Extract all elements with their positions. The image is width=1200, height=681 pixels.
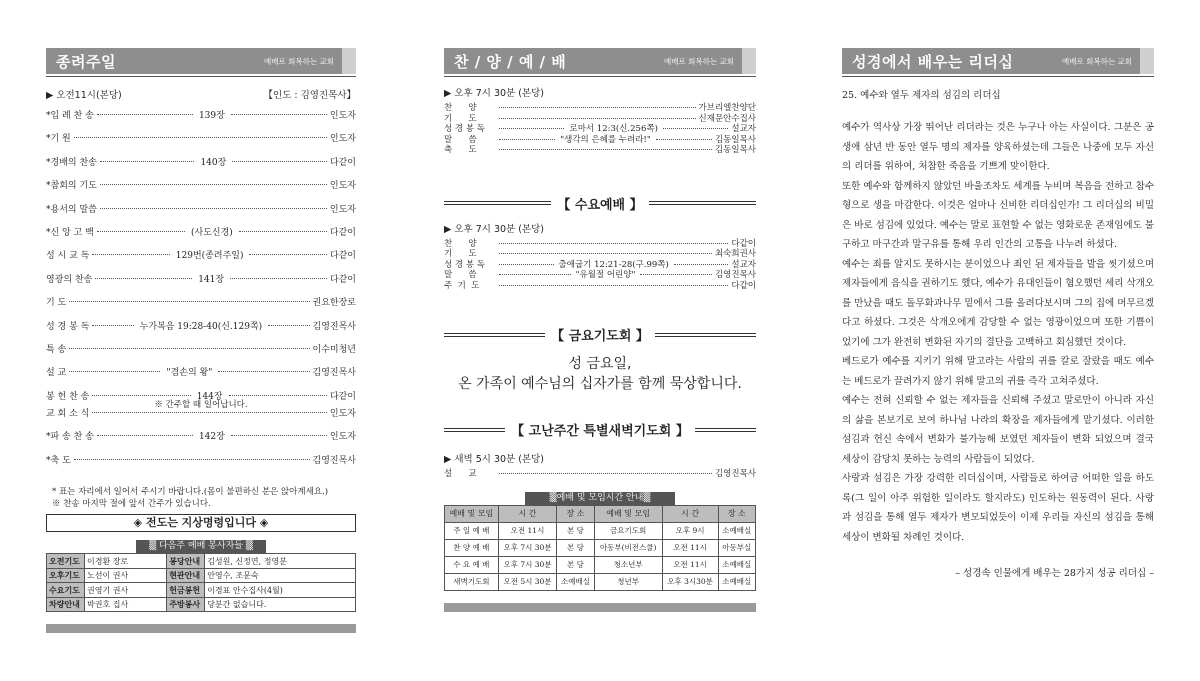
order-label: 기 도 [444,113,477,124]
order-label: 기 도 [444,249,477,259]
times-cell: 수 요 예 배 [445,556,499,573]
order-row [46,450,356,473]
order-person: 설교자 [731,124,757,134]
order-row [444,249,756,260]
servant-row [47,597,356,612]
order-person: 다같이 [731,238,756,249]
times-header-row [445,505,756,522]
order-person: 김동일목사 [714,145,756,155]
friday-message [444,354,756,394]
order-person: 설교자 [731,259,757,270]
leader-dots [674,264,729,265]
times-header-cell: 장 소 [718,505,756,522]
times-cell: 청년부 [594,573,662,590]
section-header [842,48,1154,74]
order-person: 다같이 [329,391,357,402]
article-body [842,118,1154,547]
order-row [46,105,356,128]
order-label: *파 송 찬 송 [46,432,94,443]
times-header-cell: 예배 및 모임 [594,505,662,522]
order-row [444,124,756,135]
order-row [46,245,356,268]
order-person: 인도자 [329,134,356,145]
order-row [444,469,756,480]
leader-dots [663,128,728,129]
friday-title-row [444,325,756,344]
order-label: *용서의 말씀 [46,204,97,215]
servant-name: 안영수, 조문숙 [205,568,356,583]
order-person: 김영진목사 [714,469,756,479]
times-cell: 찬 양 예 배 [445,539,499,556]
order-label: 찬 양 [444,103,477,113]
servant-name: 박권호 집사 [85,597,167,612]
paragraph: 예수가 역사상 가장 뛰어난 리더라는 것은 누구나 아는 사실이다. 그분은 공생애 삼년 반 동안 열두 명의 제자를 양육하셨는데 그들은 나중에 모두 자신의 리더를 위하여, 처참한 죽음을 기쁘게 맞이한다. [842,122,1154,172]
times-cell: 본 당 [557,539,594,556]
leader-dots [499,118,696,119]
leader-dots [97,114,193,115]
leader-dots [92,395,190,396]
leader-dots [69,301,309,302]
order-person: 최숙희권사 [714,249,756,259]
order-person: 다같이 [329,274,356,285]
leader-dots [97,231,185,232]
order-row [46,316,356,339]
leader-dots [239,231,327,232]
order-detail: "유월절 어린양" [575,270,636,280]
leader-dots [640,274,712,275]
order-person: 이수미청년 [312,344,356,355]
times-cell: 금요기도회 [594,522,662,539]
header-tab [742,48,756,74]
leader-dots [268,325,309,326]
times-cell: 오전 5시 30분 [498,573,557,590]
worship-order-list: *입 례 찬 송 139장 인도자 *기 원 인도자 *경배의 찬송 140장 다같이 *참회의 기도 인도자 *용서의 말씀 인도자 *신 앙 고 백 (사도신경) 다같이 성 시 교 독 129번(종려주일) 다같이 영광의 찬송 141장 다같이 기 도 권요한장로 성 경 봉 독 누가복음 19:28-40(신.129쪽) 김영진목사 특 송 이수미청년 설 교 "겸손의 왕" 김영진목사 봉 헌 찬 송 144장 다같이 ※ 간주할 때 일어납니다. 교 회 소 식 인도자 *파 송 찬 송 142장 인도자 *축 도 김영진목사 [46,105,356,473]
order-detail: 출애굽기 12:21-28(구.99쪽) [558,259,669,270]
order-label: *기 원 [46,134,71,145]
times-cell: 소예배실 [557,573,594,590]
praise-time: ▶ 오후 7시 30분 (본당) [444,88,544,99]
order-row [444,103,756,114]
order-person: 다같이 [329,251,356,262]
order-detail: 142장 [198,432,225,443]
servant-name: 노선이 권사 [85,568,167,583]
order-label: 성 경 봉 독 [444,124,485,134]
footer-bar [444,603,756,612]
order-label: 말 씀 [444,270,477,280]
wednesday-order-list [444,239,756,292]
header-divider [46,76,356,77]
times-header-cell: 장 소 [557,505,594,522]
leader-dots [499,473,712,474]
order-label: 말 씀 [444,134,477,145]
friday-line: 온 가족이 예수님의 십자가를 함께 묵상합니다. [458,376,742,392]
order-label: 성 경 봉 독 [46,321,90,332]
times-cell: 아동부실 [718,539,756,556]
order-person: 권요한장로 [312,298,356,309]
order-row [46,175,356,198]
column-leadership [842,48,1154,579]
order-person: 인도자 [329,432,357,443]
order-detail: "겸손의 왕" [166,368,213,379]
order-row [444,270,756,281]
leader-dots [92,412,327,413]
order-row [46,292,356,315]
servant-name: 이경환 장로 [85,554,167,569]
times-cell: 오전 11시 [662,539,718,556]
order-label: 축 도 [444,145,477,155]
times-title: ▒예배 및 모임시간 안내▒ [525,492,675,505]
leader-dots [69,371,160,372]
times-cell: 주 일 예 배 [445,522,499,539]
servant-name: 김성원, 신정연, 정영분 [205,554,356,569]
times-header-cell: 시 간 [662,505,718,522]
servant-role: 헌금봉헌 [167,583,205,598]
order-person: 다같이 [329,157,356,168]
leader-dots [218,371,309,372]
times-row [445,556,756,573]
order-person: 김동일목사 [714,134,757,145]
section-header [444,48,756,74]
dawn-time: ▶ 새벽 5시 30분 (본당) [444,454,544,465]
order-label: 특 송 [46,344,67,355]
order-person: 신재문안수집사 [698,113,756,124]
order-row [46,362,356,385]
friday-title: 【 금요기도회 】 [551,329,649,344]
service-info [46,87,356,101]
leader-dots [499,128,564,129]
leader-dots [74,459,310,460]
header-tab [342,48,356,74]
leader-dots [92,325,133,326]
order-label: *입 례 찬 송 [46,111,94,121]
leader-dots [499,253,712,254]
leader-dots [100,184,327,185]
order-person: 김영진목사 [312,455,356,466]
leader-dots [97,435,193,436]
leader-dots [95,278,192,279]
order-detail: 141장 [198,274,225,285]
times-cell: 오후 7시 30분 [498,539,557,556]
order-row [46,152,356,175]
service-leader: 【인도 : 김영진목사】 [263,90,356,101]
order-person: 다같이 [731,280,756,291]
column-praise-worship [444,48,756,612]
order-label: 영광의 찬송 [46,274,93,285]
leader-dots [229,395,327,396]
evangelism-banner: ◈ 전도는 지상명령입니다 ◈ [46,514,356,532]
times-cell: 소예배실 [718,522,756,539]
leader-dots [100,208,327,209]
order-person: 김영진목사 [714,270,757,280]
friday-line: 성 금요일, [568,356,632,372]
church-slogan: 예배로 회복하는 교회 [664,56,734,66]
order-person: 인도자 [329,111,357,121]
order-row [46,269,356,292]
order-detail: 140장 [200,157,227,168]
times-row [445,522,756,539]
leader-dots [231,114,327,115]
order-row [444,239,756,250]
leader-dots [231,435,327,436]
order-label: 기 도 [46,298,67,309]
leader-dots [656,139,712,140]
leader-dots [499,139,555,140]
paragraph: 베드로가 예수를 지키기 위해 말고라는 사람의 귀를 칼로 잘랐을 때도 예수는 베드로가 끌려가지 않기 위해 말고의 귀를 즉각 고쳐주셨다. [842,356,1154,387]
paragraph: 또한 예수와 함께하지 않았던 바울조차도 세계를 누비며 복음을 전하고 참수형으로 생을 마감한다. 이것은 얼마나 신비한 리더십인가! 그 리더십의 비밀은 바로 섬김에 있었다. 예수는 말로 표현할 수 없는 영화로운 존재임에도 불구하고 마구간과 말구유를 통해 우리 인간의 고통을 나누려 하셨다. [842,180,1154,250]
leader-dots [92,254,169,255]
leader-dots [249,254,326,255]
leader-dots [230,278,327,279]
times-cell: 새벽기도회 [445,573,499,590]
order-label: 봉 헌 찬 송 [46,391,90,402]
order-label: 주 기 도 [444,280,480,291]
section-title: 성경에서 배우는 리더십 [852,52,1014,71]
order-person: 가브리엘찬양단 [698,103,756,113]
leader-dots [499,107,696,108]
times-cell: 본 당 [557,556,594,573]
times-cell: 본 당 [557,522,594,539]
order-label: 성 시 교 독 [46,251,90,262]
order-person: 김영진목사 [312,321,356,332]
order-row [46,426,356,449]
times-cell: 오후 3시30분 [662,573,718,590]
wednesday-time: ▶ 오후 7시 30분 (본당) [444,223,544,235]
article-source: – 성경속 인물에게 배우는 28가지 성공 리더십 – [955,568,1154,579]
times-cell: 소예배실 [718,573,756,590]
dawn-title: 【 고난주간 특별새벽기도회 】 [511,424,689,439]
section-title: 종려주일 [56,52,116,71]
service-time: ▶ 오전11시(본당) [46,90,122,101]
note-line: * 표는 자리에서 일어서 주시기 바랍니다.(몸이 불편하신 분은 앉아계세요.) [52,487,329,498]
order-row [444,281,756,292]
leader-dots [232,161,327,162]
times-header-cell: 시 간 [498,505,557,522]
dawn-title-row [444,420,756,439]
praise-order-list [444,103,756,156]
order-label: 교 회 소 식 [46,409,90,420]
times-cell: 오전 11시 [498,522,557,539]
header-divider [842,76,1154,77]
order-row [46,128,356,151]
order-label: *경배의 찬송 [46,157,97,168]
notes [46,487,356,510]
servant-name: 권영기 권사 [85,583,167,598]
leader-dots [499,243,728,244]
wednesday-title-row [444,194,756,213]
order-label: 설 교 [444,469,477,479]
times-header-cell: 예배 및 모임 [445,505,499,522]
footer-bar [46,624,356,633]
times-cell: 오후 9시 [662,522,718,539]
article-subtitle: 25. 예수와 열두 제자의 섬김의 리더십 [842,90,1001,101]
dawn-order-list [444,469,756,480]
order-detail: 139장 [198,111,225,121]
order-detail: 로마서 12:3(신.256쪽) [569,124,658,134]
leader-dots [499,285,728,286]
servant-role: 오전기도 [47,554,85,569]
servant-row [47,583,356,598]
order-row [46,222,356,245]
times-table [444,505,756,591]
order-row [46,339,356,362]
servant-row [47,554,356,569]
order-label: 설 교 [46,368,67,379]
order-row [444,114,756,125]
order-label: *참회의 기도 [46,181,97,192]
order-person: 다같이 [329,227,357,238]
order-row [46,199,356,222]
leader-dots [499,149,712,150]
times-cell: 소예배실 [718,556,756,573]
order-detail: "생각의 은혜를 누려라!" [560,134,651,145]
wednesday-title: 【 수요예배 】 [557,197,643,213]
order-person: 인도자 [329,409,356,420]
servant-role: 차량안내 [47,597,85,612]
order-detail: (사도신경) [190,227,233,238]
times-cell: 청소년부 [594,556,662,573]
servant-role: 오후기도 [47,568,85,583]
section-title: 찬 / 양 / 예 / 배 [454,52,567,71]
order-label: *신 앙 고 백 [46,227,94,238]
leader-dots [100,161,195,162]
servant-role: 수요기도 [47,583,85,598]
servant-row [47,568,356,583]
order-person: 김영진목사 [312,368,356,379]
header-tab [1140,48,1154,74]
paragraph: 예수는 죄를 알지도 못하시는 분이었으나 죄인 된 제자들을 발을 씻기셨으며 제자들에게 음식을 권하기도 했다, 예수가 유대인들이 혐오했던 세리 삭개오를 만났을 때도 돌무화과나무 밑에서 그를 올려다보시며 그의 집에 머무르겠다고 하셨다. 그것은 삭개오에게 감당할 수 없는 영광이었으며 또한 기쁨이었기에 그가 완전히 변화된 자기의 결단을 고백하고 회심했던 것이다. [842,258,1154,348]
servants-title: ▒ 다음주 예배 봉사자들 ▒ [136,540,266,553]
servant-role: 현관안내 [167,568,205,583]
leader-dots [499,274,571,275]
leader-dots [74,137,327,138]
servant-name: 당분간 없습니다. [205,597,356,612]
order-label: 성 경 봉 독 [444,259,485,270]
church-slogan: 예배로 회복하는 교회 [264,56,334,66]
leader-dots [69,348,309,349]
note-line: ※ 찬송 마지막 절에 앞서 간주가 있습니다. [52,498,211,509]
servant-role: 주방봉사 [167,597,205,612]
order-detail: 누가복음 19:28-40(신.129쪽) [139,321,263,332]
servants-table [46,553,356,612]
header-divider [444,76,756,77]
paragraph: 사랑과 섬김은 가장 강력한 리더십이며, 사람들로 하여금 어떠한 일을 하도록(그 일이 아주 위험한 일이라도 할지라도) 인도하는 원동력이 된다. 사랑과 섬김을 통해 열두 제자가 변모되었듯이 이제 우리들 자신의 섬김을 통해 세상이 변화될 차례인 것이다. [842,473,1154,543]
order-detail: 144장 [196,391,223,402]
servant-role: 봉당안내 [167,554,205,569]
section-header [46,48,356,74]
times-cell: 오전 11시 [662,556,718,573]
servant-name: 이경표 안수집사(4월) [205,583,356,598]
column-palm-sunday [46,48,356,633]
order-row [444,135,756,146]
church-slogan: 예배로 회복하는 교회 [1062,56,1132,66]
order-label: 찬 양 [444,238,477,249]
order-row [444,145,756,156]
order-row [444,260,756,271]
order-label: *축 도 [46,455,71,466]
order-person: 인도자 [329,181,356,192]
leader-dots [499,264,554,265]
times-cell: 아동부(비전스쿨) [594,539,662,556]
times-row [445,539,756,556]
times-cell: 오후 7시 30분 [498,556,557,573]
times-row [445,573,756,590]
paragraph: 예수는 전혀 신뢰할 수 없는 제자들을 신뢰해 주셨고 말로만이 아니라 자신의 삶을 본보기로 보여 하나님 나라의 확장을 제자들에게 맡기셨다. 이러한 섬김과 헌신 속에서 변화가 불가능해 보였던 제자들이 변화 되었으며 결국 세상이 감당치 못하는 능력의 사람들이 되었다. [842,395,1154,465]
order-detail: 129번(종려주일) [175,251,244,262]
order-person: 인도자 [329,204,356,215]
